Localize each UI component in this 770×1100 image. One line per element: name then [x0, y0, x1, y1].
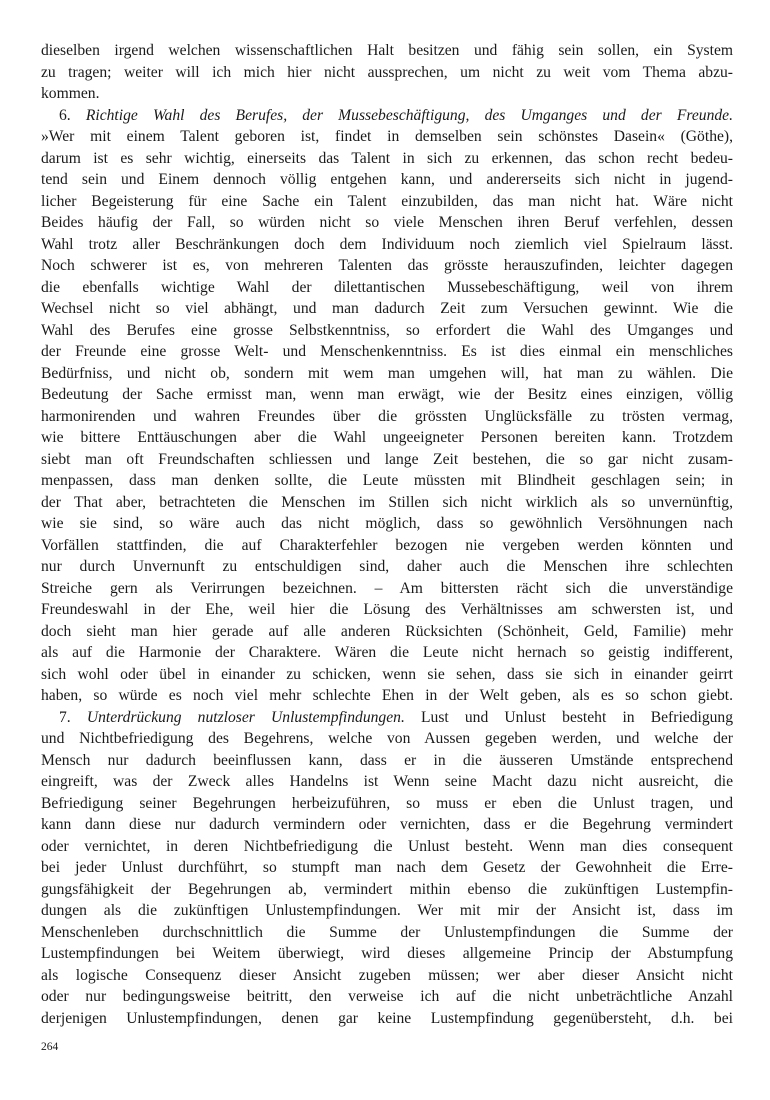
line-text: Vorfällen stattfinden, die auf Charakterfehler bezogen nie vergeben werden könnten und [41, 536, 733, 554]
line-text: nur durch Unvernunft zu entschuldigen sind, daher auch die Menschen ihre schlechten [41, 558, 733, 575]
line-text: haben, so würde es noch viel mehr schlechte Ehen in der Welt geben, als es so schon giebt. [41, 687, 733, 704]
text-line [41, 492, 733, 514]
line-text: darum ist es sehr wichtig, einerseits das Talent in sich zu erkennen, das schon recht bedeu- [41, 149, 733, 167]
text-line [41, 857, 733, 879]
text-line [41, 814, 733, 836]
line-text: menpassen, dass man denken sollte, die Leute müssten mit Blindheit geschlagen sein; in [41, 472, 733, 489]
text-line [41, 771, 733, 793]
page-number: 264 [41, 1041, 59, 1053]
line-text: sich wohl oder übel in einander zu schicken, wenn sie sehen, dass sie sich in einander geirrt [41, 665, 733, 683]
line-text: Beides häufig der Fall, so würden nicht so viele Menschen ihren Beruf verfehlen, dessen [41, 214, 733, 231]
text-line [41, 986, 733, 1008]
text-line [41, 234, 733, 256]
line-text: die ebenfalls wichtige Wahl der dilettantischen Mussebeschäftigung, weil von ihrem [41, 278, 733, 296]
text-line [41, 943, 733, 965]
text-line [41, 384, 733, 406]
line-text: Bedeutung der Sache ermisst man, wenn man erwägt, wie der Besitz eines einzigen, völlig [41, 386, 733, 403]
text-line [41, 212, 733, 234]
text-line [41, 406, 733, 428]
line-text: Menschenleben durchschnittlich die Summe der Unlustempfindungen die Summe der [41, 923, 733, 941]
text-line [41, 707, 733, 729]
text-line [41, 556, 733, 578]
text-line [41, 427, 733, 449]
text-line [41, 105, 733, 127]
text-line [41, 191, 733, 213]
line-text: siebt man oft Freundschaften schliessen und lange Zeit bestehen, die so gar nicht zusam- [41, 450, 733, 468]
line-text: zu tragen; weiter will ich mich hier nicht aussprechen, um nicht zu weit vom Thema abzu- [41, 63, 733, 81]
text-line [41, 363, 733, 385]
section-heading: Unterdrückung nutzloser Unlustempfindungen. [86, 708, 405, 726]
text-line [41, 169, 733, 191]
section-number: 7. [59, 708, 87, 726]
line-text: eingreift, was der Zweck alles Handelns ist Wenn seine Macht dazu nicht ausreicht, die [41, 773, 733, 790]
line-text: kann dann diese nur dadurch vermindern oder vernichten, dass er die Begehrung vermindert [41, 816, 733, 833]
text-line [41, 621, 733, 643]
text-line [41, 470, 733, 492]
text-line [41, 750, 733, 772]
text-line [41, 535, 733, 557]
text-line [41, 277, 733, 299]
text-line [41, 83, 733, 105]
line-text: tend sein und Einem dennoch völlig entgehen kann, und andererseits sich nicht in jugend- [41, 171, 733, 188]
text-line [41, 685, 733, 707]
line-text: der Freunde eine grosse Welt- und Menschenkenntniss. Es ist dies einmal ein menschliches [41, 343, 733, 360]
body-text [41, 40, 733, 1029]
line-text: und Nichtbefriedigung des Begehrens, welche von Aussen gegeben werden, und welche der [41, 730, 733, 747]
line-text: Bedürfniss, und nicht ob, sondern mit wem man umgehen will, hat man zu wählen. Die [41, 364, 733, 382]
text-line [41, 320, 733, 342]
line-text: wie bittere Enttäuschungen aber die Wahl ungeeigneter Personen bereiten kann. Trotzdem [41, 429, 733, 446]
line-text: oder nur bedingungsweise beitritt, den verweise ich auf die nicht unbeträchtliche Anzahl [41, 988, 733, 1005]
text-line [41, 599, 733, 621]
text-line [41, 642, 733, 664]
line-text: bei jeder Unlust durchführt, so stumpft man nach dem Gesetz der Gewohnheit die Erre- [41, 859, 733, 876]
line-text: Wechsel nicht so viel abhängt, und man dadurch Zeit zum Versuchen gewinnt. Wie die [41, 300, 733, 317]
line-text: Noch schwerer ist es, von mehreren Talenten das grösste herauszufinden, leichter dagegen [41, 257, 733, 274]
text-line [41, 341, 733, 363]
line-text: Befriedigung seiner Begehrungen herbeizuführen, so muss er eben die Unlust tragen, und [41, 794, 733, 812]
line-text: »Wer mit einem Talent geboren ist, findet in demselben sein schönstes Dasein« (Göthe), [41, 128, 733, 145]
line-text: dungen als die zukünftigen Unlustempfindungen. Wer mit mir der Ansicht ist, dass im [41, 902, 733, 919]
line-text: Wahl trotz aller Beschränkungen doch dem Individuum noch ziemlich viel Spielraum lässt. [41, 235, 733, 253]
text-line [41, 62, 733, 84]
line-text: dieselben irgend welchen wissenschaftlichen Halt besitzen und fähig sein sollen, ein System [41, 42, 733, 59]
text-line [41, 578, 733, 600]
text-line [41, 449, 733, 471]
line-text: doch sieht man hier gerade auf alle anderen Rücksichten (Schönheit, Geld, Familie) mehr [41, 622, 733, 640]
line-text: Freundeswahl in der Ehe, weil hier die Lösung des Verhältnisses am schwersten ist, und [41, 601, 733, 618]
text-line [41, 836, 733, 858]
text-line [41, 728, 733, 750]
text-line [41, 879, 733, 901]
line-text: Lustempfindungen bei Weitem überwiegt, wird dieses allgemeine Princip der Abstumpfung [41, 945, 733, 962]
line-text: licher Begeisterung für eine Sache ein Talent einzubilden, das man nicht hat. Wäre nicht [41, 192, 733, 210]
line-text: wie sie sind, so wäre auch das nicht möglich, dass so gewöhnlich Versöhnungen nach [41, 515, 733, 532]
text-line [41, 793, 733, 815]
text-line [41, 1008, 733, 1030]
text-line [41, 922, 733, 944]
line-text: als logische Consequenz dieser Ansicht zugeben müssen; wer aber dieser Ansicht nicht [41, 966, 733, 984]
line-text: Mensch nur dadurch beeinflussen kann, dass er in die äusseren Umstände entsprechend [41, 751, 733, 769]
text-line [41, 965, 733, 987]
line-text: harmonirenden und wahren Freundes über die grössten Unglücksfälle zu trösten vermag, [41, 407, 733, 425]
text-line [41, 126, 733, 148]
line-text: Streiche gern als Verirrungen bezeichnen. – Am bittersten rächt sich die unverständige [41, 579, 733, 597]
line-text: derjenigen Unlustempfindungen, denen gar keine Lustempfindung gegenübersteht, d.h. bei [41, 1009, 733, 1027]
line-text: Lust und Unlust besteht in Befriedigung [404, 708, 734, 726]
section-heading: Richtige Wahl des Berufes, der Mussebeschäftigung, des Umganges und der Freunde. [85, 106, 734, 124]
text-line [41, 298, 733, 320]
text-line [41, 513, 733, 535]
text-line [41, 664, 733, 686]
line-text: der That aber, betrachteten die Menschen im Stillen sich nicht wirklich als so unvernünftig, [41, 493, 733, 511]
line-text: gungsfähigkeit der Begehrungen ab, vermindert mithin ebenso die zukünftigen Lustempfin- [41, 880, 733, 898]
text-line [41, 40, 733, 62]
line-text: als auf die Harmonie der Charaktere. Wären die Leute nicht hernach so geistig indifferent, [41, 644, 733, 661]
text-line [41, 255, 733, 277]
line-text: kommen. [41, 85, 100, 102]
section-number: 6. [59, 106, 86, 124]
text-line [41, 148, 733, 170]
text-line [41, 900, 733, 922]
line-text: Wahl des Berufes eine grosse Selbstkenntniss, so erfordert die Wahl des Umganges und [41, 321, 733, 339]
line-text: oder vernichtet, in deren Nichtbefriedigung die Unlust besteht. Wenn man dies consequent [41, 837, 733, 855]
